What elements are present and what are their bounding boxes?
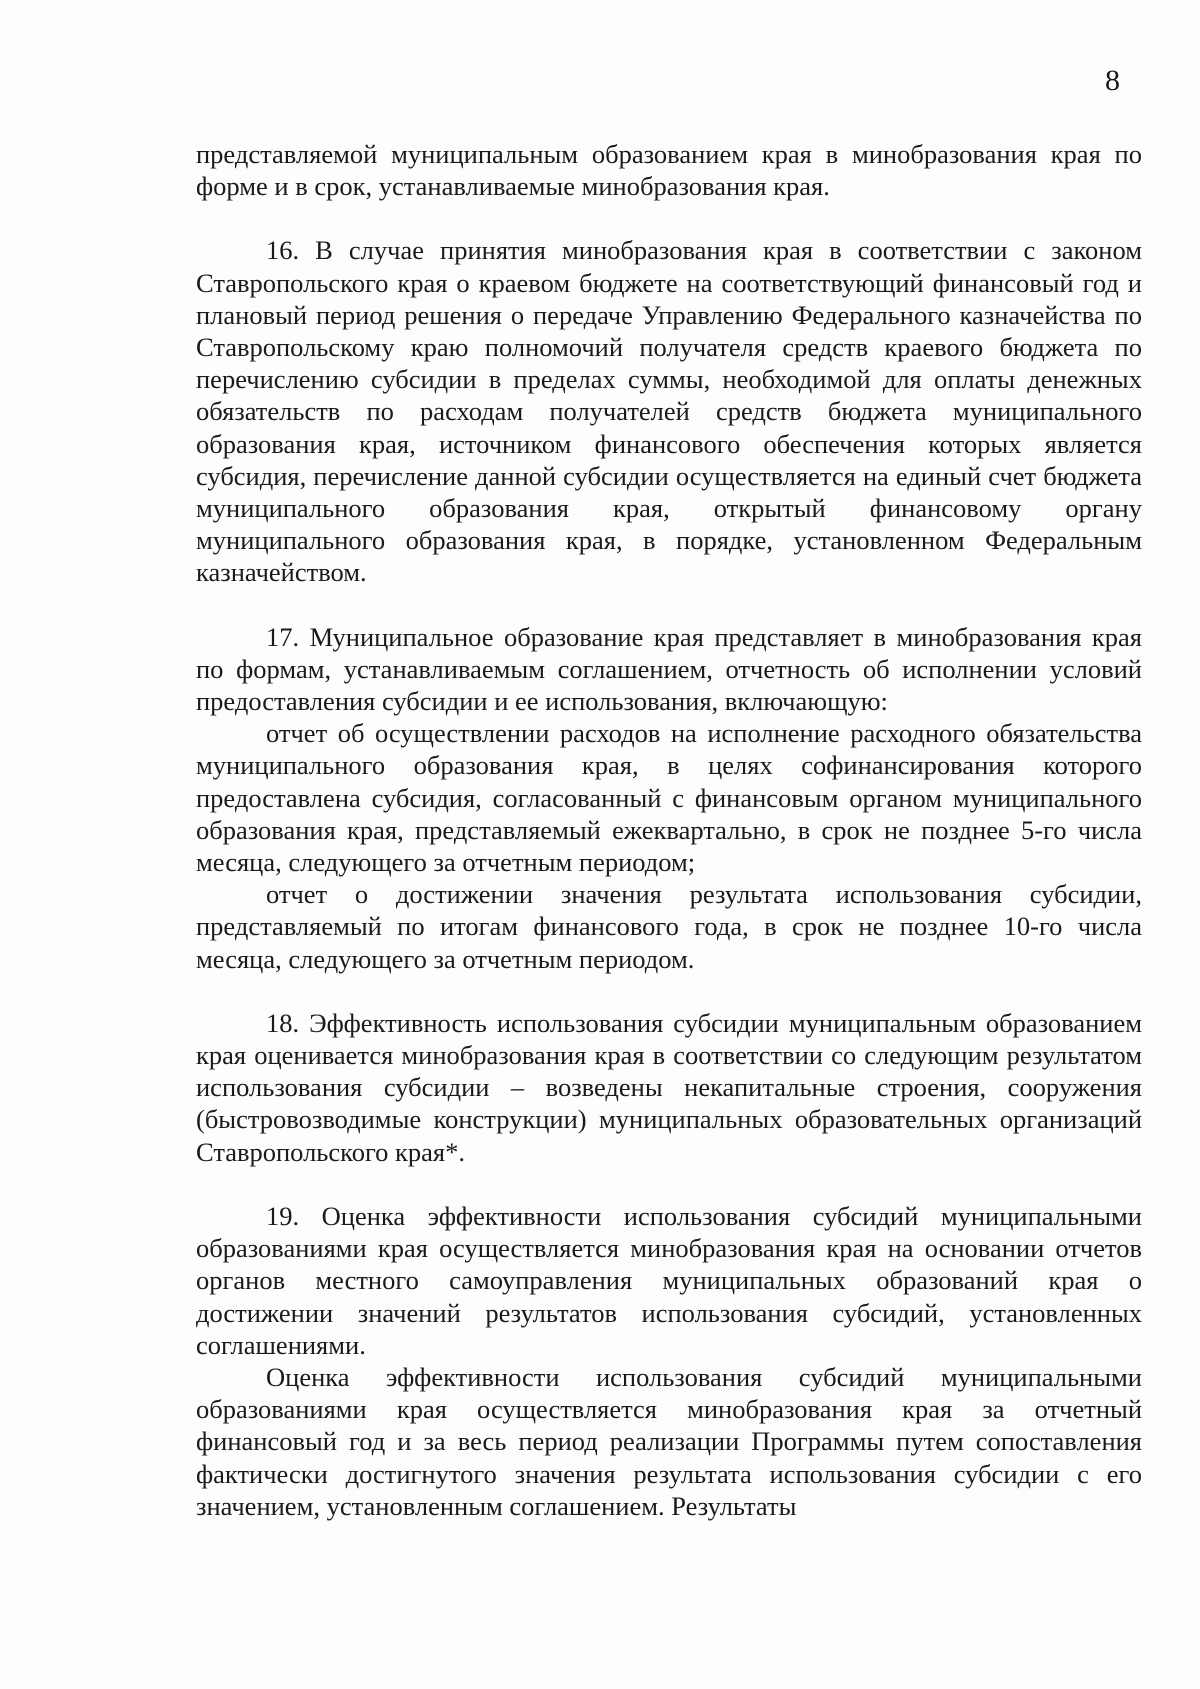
paragraph-18: 18. Эффективность использования субсидии муниципальным образованием края оценивается минобразования края в соответствии со следующим результатом использования субсидии – возведены некапитальные строения, сооружения (быстровозводимые конструкции) муниципальных образовательных организаций Ставропольского края*.	[196, 1007, 1142, 1167]
page-number: 8	[1105, 64, 1120, 97]
paragraph-17-report-result: отчет о достижении значения результата использования субсидии, представляемый по итогам финансового года, в срок не позднее 10-го числа месяца, следующего за отчетным периодом.	[196, 879, 1142, 974]
paragraph-16: 16. В случае принятия минобразования края в соответствии с законом Ставропольского края о краевом бюджете на соответствующий финансовый год и плановый период решения о передаче Управлению Федерального казначейства по Ставропольскому краю полномочий получателя средств краевого бюджета по перечислению субсидии в пределах суммы, необходимой для оплаты денежных обязательств по расходам получателей средств бюджета муниципального образования края, источником финансового обеспечения которых является субсидия, перечисление данной субсидии осуществляется на единый счет бюджета муниципального образования края, открытый финансовому органу муниципального образования края, в порядке, установленном Федеральным казначейством.	[196, 235, 1142, 588]
paragraph-17-report-expenses: отчет об осуществлении расходов на исполнение расходного обязательства муниципального образования края, в целях софинансирования которого предоставлена субсидия, согласованный с финансовым органом муниципального образования края, представляемый ежеквартально, в срок не позднее 5-го числа месяца, следующего за отчетным периодом;	[196, 718, 1142, 878]
paragraph-19-assessment: Оценка эффективности использования субсидий муниципальными образованиями края осуществляется минобразования края за отчетный финансовый год и за весь период реализации Программы путем сопоставления фактически достигнутого значения результата использования субсидии с его значением, установленным соглашением. Результаты	[196, 1361, 1142, 1521]
paragraph-continuation: представляемой муниципальным образованием края в минобразования края по форме и в срок, устанавливаемые минобразования края.	[196, 139, 1142, 202]
paragraph-17: 17. Муниципальное образование края представляет в минобразования края по формам, устанавливаемым соглашением, отчетность об исполнении условий предоставления субсидии и ее использования, включающую:	[196, 621, 1142, 717]
paragraph-19: 19. Оценка эффективности использования субсидий муниципальными образованиями края осуществляется минобразования края на основании отчетов органов местного самоуправления муниципальных образований края о достижении значений результатов использования субсидий, установленных соглашениями.	[196, 1200, 1142, 1360]
document-body	[196, 138, 1142, 1522]
